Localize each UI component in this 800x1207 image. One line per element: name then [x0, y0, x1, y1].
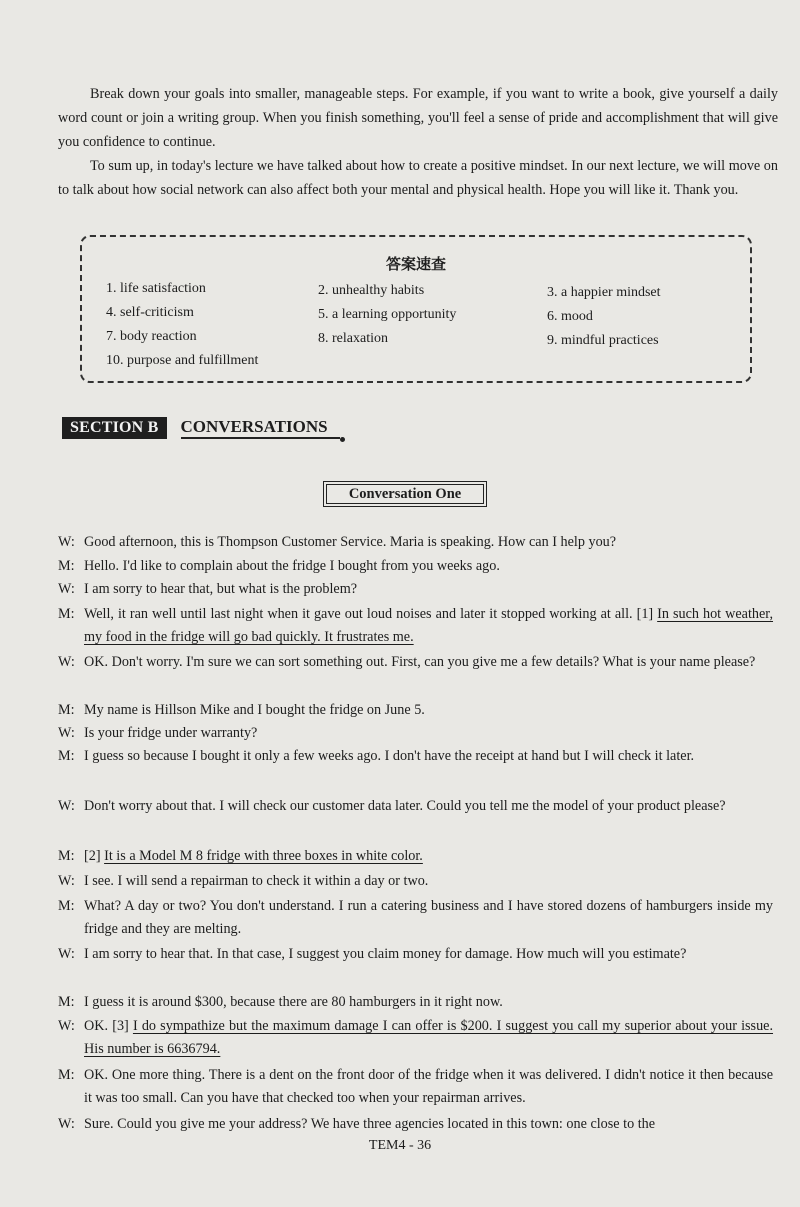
answer-item: 9. mindful practices — [547, 333, 659, 348]
answer-item: 4. self-criticism — [106, 305, 194, 320]
speaker-label: W: — [58, 1116, 75, 1132]
turn-text — [84, 845, 773, 868]
turn-text: I am sorry to hear that, but what is the problem? — [84, 581, 358, 597]
dialogue-turn — [58, 870, 773, 893]
conversation-heading-box — [323, 481, 487, 507]
page-footer: TEM4 - 36 — [368, 1138, 432, 1153]
speaker-label: M: — [58, 848, 75, 864]
question-marker: [3] — [112, 1018, 129, 1034]
answer-item: 6. mood — [547, 309, 593, 324]
turn-text: Sure. Could you give me your address? We have three agencies located in this town: one close to the — [84, 1116, 656, 1132]
answer-item: 10. purpose and fulfillment — [106, 353, 259, 368]
question-marker: [2] — [84, 848, 101, 864]
dialogue-turn — [58, 603, 773, 649]
speaker-label: M: — [58, 1067, 75, 1083]
dialogue-turn — [58, 651, 773, 674]
dialogue-turn — [58, 531, 773, 554]
intro-paragraph-1: Break down your goals into smaller, manageable steps. For example, if you want to write a book, give yourself a daily word count or join a writing group. When you finish something, you'll feel a sense of pride and accomplishment that will give you confidence to continue. — [58, 86, 778, 150]
speaker-label: M: — [58, 558, 75, 574]
speaker-label: M: — [58, 606, 75, 622]
turn-text: I guess so because I bought it only a few weeks ago. I don't have the receipt at hand but I will check it later. — [84, 748, 695, 764]
dialogue-turn — [58, 795, 773, 818]
dialogue-turn — [58, 555, 773, 578]
conversation-heading: Conversation One — [326, 484, 484, 504]
section-header — [62, 415, 345, 439]
speaker-label: W: — [58, 873, 75, 889]
speaker-label: W: — [58, 798, 75, 814]
dialogue-turn — [58, 699, 773, 722]
turn-text: I am sorry to hear that. In that case, I suggest you claim money for damage. How much will you estimate? — [84, 946, 687, 962]
intro-paragraph-2: To sum up, in today's lecture we have talked about how to create a positive mindset. In our next lecture, we will move on to talk about how social network can also affect both your mental and physical health. Hope you will like it. Thank you. — [58, 158, 778, 198]
turn-text: I see. I will send a repairman to check it within a day or two. — [84, 873, 429, 889]
bullet-dot-icon — [340, 437, 345, 442]
question-marker: [1] — [636, 606, 654, 622]
section-tag: SECTION B — [62, 417, 167, 439]
answer-item: 2. unhealthy habits — [318, 283, 425, 298]
speaker-label: W: — [58, 581, 75, 597]
speaker-label: M: — [58, 702, 75, 718]
speaker-label: W: — [58, 725, 75, 741]
section-title: CONVERSATIONS — [181, 417, 340, 439]
dialogue-turn — [58, 578, 773, 601]
speaker-label: M: — [58, 994, 75, 1010]
speaker-label: M: — [58, 748, 75, 764]
speaker-label: W: — [58, 534, 75, 550]
answer-item: 7. body reaction — [106, 329, 197, 344]
answer-item: 5. a learning opportunity — [318, 307, 457, 322]
dialogue-turn — [58, 1113, 773, 1136]
turn-text: Don't worry about that. I will check our customer data later. Could you tell me the model of your product please? — [84, 798, 726, 814]
dialogue-turn — [58, 895, 773, 941]
dialogue-turn — [58, 991, 773, 1014]
dialogue-turn — [58, 943, 773, 966]
turn-text: Well, it ran well until last night when it gave out loud noises and later it stopped working at all. [1] In such hot weather, my food in the fridge will go bad quickly. It frustrates me. — [84, 606, 774, 645]
underlined-answer: I do sympathize but the maximum damage I can offer is $200. I suggest you call my superior about your issue. His number is 6636794. — [84, 1018, 774, 1057]
dialogue-turn — [58, 845, 773, 868]
speaker-label: W: — [58, 946, 75, 962]
answer-item: 8. relaxation — [318, 331, 388, 346]
speaker-label: M: — [58, 898, 75, 914]
answer-key-box — [80, 235, 752, 383]
turn-text: What? A day or two? You don't understand. I run a catering business and I have stored dozens of hamburgers inside my fridge and they are melting. — [84, 898, 773, 937]
dialogue-turn — [58, 1064, 773, 1110]
turn-text: OK. [3] I do sympathize but the maximum damage I can offer is $200. I suggest you call my superior about your issue. His number is 6636794. — [84, 1018, 774, 1057]
turn-text: Good afternoon, this is Thompson Customer Service. Maria is speaking. How can I help you? — [84, 534, 617, 550]
turn-text: OK. Don't worry. I'm sure we can sort something out. First, can you give me a few details? What is your name please? — [84, 654, 756, 670]
turn-text: Hello. I'd like to complain about the fridge I bought from you weeks ago. — [84, 558, 500, 574]
turn-text: Is your fridge under warranty? — [84, 725, 258, 741]
dialogue-turn — [58, 1015, 773, 1061]
answer-item: 1. life satisfaction — [106, 281, 206, 296]
turn-text: I guess it is around $300, because there are 80 hamburgers in it right now. — [84, 994, 503, 1010]
turn-text: My name is Hillson Mike and I bought the fridge on June 5. — [84, 702, 425, 718]
speaker-label: W: — [58, 1018, 75, 1034]
underlined-answer: In such hot weather, my food in the fridge will go bad quickly. It frustrates me. — [84, 606, 774, 645]
answer-item: 3. a happier mindset — [547, 285, 661, 300]
answer-key-title: 答案速查 — [385, 255, 446, 273]
underlined-answer: It is a Model M 8 fridge with three boxes in white color. — [104, 848, 423, 864]
dialogue-turn — [58, 745, 773, 768]
speaker-label: W: — [58, 654, 75, 670]
turn-text: OK. One more thing. There is a dent on the front door of the fridge when it was delivered. I didn't notice it then because it was too small. Can you have that checked too when your repairman arrives. — [84, 1067, 773, 1106]
dialogue-turn — [58, 722, 773, 745]
